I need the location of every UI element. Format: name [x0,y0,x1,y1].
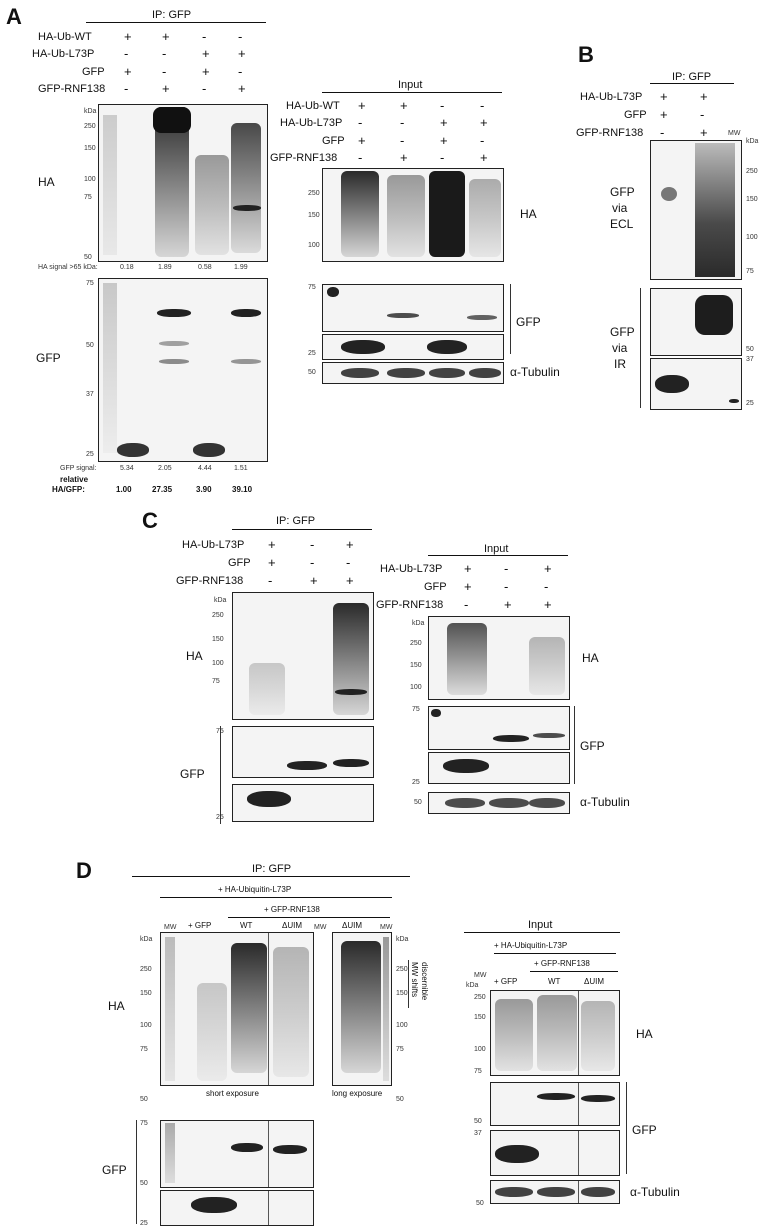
b-kda-label: kDa [746,138,759,145]
d-ha-marker-r-4: 50 [396,1096,404,1103]
c-in-sign-1-2: - [544,579,549,594]
c-in-gfp-marker-0: 75 [412,706,420,713]
a-ip-sign-0-1: + [162,29,170,44]
b-ir-blot-top [650,288,742,356]
d-input-ha-blot [490,990,620,1076]
b-marker-bot-1: 25 [746,400,754,407]
c-ha-marker-3: 75 [212,678,220,685]
a-in-row-ha-ub-wt: HA-Ub-WT [286,100,340,112]
a-in-sign-3-0: - [358,150,363,165]
a-ip-sign-2-2: + [202,64,210,79]
b-marker-top-1: 150 [746,196,758,203]
a-ha-label: HA [38,175,55,189]
a-row-ha-ub-wt: HA-Ub-WT [38,31,92,43]
b-sign-2-0: - [660,125,665,140]
c-gfp-label: GFP [180,767,205,781]
a-row-ha-ub-l73p: HA-Ub-L73P [32,48,95,60]
a-ha-signal-3: 1.99 [234,264,248,271]
d-in-kda: kDa [466,982,479,989]
a-input-ha-label: HA [520,207,537,221]
b-ip-title: IP: GFP [672,71,712,83]
c-input-title: Input [484,543,509,555]
d-in-ha-l73p: + HA-Ubiquitin-L73P [494,941,568,950]
d-ha-marker-l-2: 100 [140,1022,152,1029]
a-in-sign-1-0: - [358,115,363,130]
c-ha-marker-1: 150 [212,636,224,643]
a-input-gfp-blot-top [322,284,504,332]
d-mw-1: MW [164,924,177,931]
a-ha-signal-label: HA signal >65 kDa: [38,264,98,271]
c-input-gfp-blot-top [428,706,570,750]
d-in-gfp-rule [530,971,618,972]
d-lane-gfp: + GFP [188,921,212,930]
b-marker-top-3: 75 [746,268,754,275]
d-kda-2: kDa [396,936,409,943]
a-rel-3: 39.10 [232,485,253,494]
c-in-ha-marker-2: 100 [410,684,422,691]
c-ip-sign-0-0: + [268,537,276,552]
c-input-gfp-bracket [574,706,575,784]
d-ip-gfp-blot-bottom [160,1190,314,1226]
d-ha-marker-r-1: 150 [396,990,408,997]
a-ip-sign-2-3: - [238,64,243,79]
c-ip-gfp-blot-bottom [232,784,374,822]
a-input-gfp-blot-bottom [322,334,504,360]
a-ip-title: IP: GFP [152,9,192,21]
c-ip-title: IP: GFP [276,515,316,527]
d-ha-marker-r-0: 250 [396,966,408,973]
a-in-sign-0-2: - [440,98,445,113]
d-in-ha-rule [494,953,616,954]
b-ecl-blot [650,140,742,280]
c-in-sign-0-1: - [504,561,509,576]
d-ip-rule [132,876,410,877]
c-in-sign-2-1: + [504,597,512,612]
a-rel-2: 3.90 [196,485,212,494]
c-input-gfp-blot-bottom [428,752,570,784]
a-in-ha-marker-0: 250 [308,190,320,197]
b-sign-1-0: + [660,107,668,122]
d-in-ha-marker-0: 250 [474,994,486,1001]
c-in-row-gfp: GFP [424,581,447,593]
b-ir-bracket [640,288,641,408]
a-in-sign-2-0: + [358,133,366,148]
c-row-ha-ub-l73p: HA-Ub-L73P [182,539,245,551]
c-in-sign-0-2: + [544,561,552,576]
a-gfp-marker-0: 75 [86,280,94,287]
d-gfp-bracket [136,1120,137,1224]
c-ip-sign-2-1: + [310,573,318,588]
c-row-gfp-rnf138: GFP-RNF138 [176,575,244,587]
a-ha-marker-0: 250 [84,123,96,130]
d-ha-marker-r-3: 75 [396,1046,404,1053]
b-ir-label-3: IR [614,357,626,371]
a-gfp-signal-2: 4.44 [198,465,212,472]
a-in-gfp-marker-0: 75 [308,284,316,291]
d-ip-ha-blot-short [160,932,314,1086]
d-in-lane-duim: ΔUIM [584,977,605,986]
a-input-gfp-label: GFP [516,315,541,329]
b-marker-bot-0: 37 [746,356,754,363]
a-in-sign-3-3: + [480,150,488,165]
d-gfp-marker-1: 50 [140,1180,148,1187]
c-input-tubulin-blot [428,792,570,814]
c-in-kda-label: kDa [412,620,425,627]
a-input-gfp-bracket [510,284,511,354]
c-ip-rule [232,529,372,530]
d-in-mw: MW [474,972,487,979]
d-ha-marker-l-0: 250 [140,966,152,973]
a-input-tubulin-blot [322,362,504,384]
b-row-gfp-rnf138: GFP-RNF138 [576,127,644,139]
a-in-sign-2-3: - [480,133,485,148]
d-in-lane-gfp: + GFP [494,977,518,986]
b-ir-blot-bottom [650,358,742,410]
b-mw-label: MW [728,130,741,137]
a-ha-marker-1: 150 [84,145,96,152]
a-ip-sign-3-0: - [124,81,129,96]
a-ha-signal-2: 0.58 [198,264,212,271]
d-lane-duim: ΔUIM [282,921,303,930]
c-in-gfp-marker-1: 25 [412,779,420,786]
d-in-tub-marker: 50 [476,1200,484,1207]
c-ha-marker-0: 250 [212,612,224,619]
b-marker-top-2: 100 [746,234,758,241]
c-ip-sign-0-1: - [310,537,315,552]
a-in-sign-0-3: - [480,98,485,113]
d-ha-marker-l-4: 50 [140,1096,148,1103]
c-in-sign-1-0: + [464,579,472,594]
a-ha-marker-4: 50 [84,254,92,261]
c-gfp-bracket [220,726,221,824]
c-ha-marker-2: 100 [212,660,224,667]
d-lane-wt: WT [240,921,253,930]
a-ip-sign-0-2: - [202,29,207,44]
a-gfp-signal-3: 1.51 [234,465,248,472]
d-short-exposure: short exposure [206,1089,259,1098]
b-ecl-label-2: via [612,201,628,215]
c-ip-sign-1-0: + [268,555,276,570]
a-gfp-signal-1: 2.05 [158,465,172,472]
a-ha-signal-1: 1.89 [158,264,172,271]
a-gfp-label: GFP [36,351,61,365]
a-ha-signal-0: 0.18 [120,264,134,271]
panel-label-d: D [76,858,92,883]
b-sign-1-1: - [700,107,705,122]
b-row-ha-ub-l73p: HA-Ub-L73P [580,91,643,103]
d-in-ha-marker-3: 75 [474,1068,482,1075]
a-in-sign-3-1: + [400,150,408,165]
a-input-ha-blot [322,168,504,262]
a-rel-label-2: HA/GFP: [52,485,85,494]
d-gfp-label: GFP [102,1163,127,1177]
a-rel-1: 27.35 [152,485,173,494]
d-in-ha-marker-1: 150 [474,1014,486,1021]
a-ip-sign-3-3: + [238,81,246,96]
d-discernible-1: discernible [420,962,429,1001]
b-ecl-label-1: GFP [610,185,635,199]
a-ip-sign-0-3: - [238,29,243,44]
d-input-rule [464,932,620,933]
a-in-ha-marker-2: 100 [308,242,320,249]
b-row-gfp: GFP [624,109,647,121]
panel-label-a: A [6,4,22,29]
d-input-gfp-blot-top [490,1082,620,1126]
d-input-tubulin-blot [490,1180,620,1204]
d-discernible-2: MW shifts [410,962,419,998]
d-ha-label: HA [108,999,125,1013]
d-kda-1: kDa [140,936,153,943]
a-in-row-gfp-rnf138: GFP-RNF138 [270,152,338,164]
a-kda-label: kDa [84,108,97,115]
d-ha-marker-l-1: 150 [140,990,152,997]
a-in-sign-2-2: + [440,133,448,148]
d-ip-gfp-blot-top [160,1120,314,1188]
c-input-rule [428,555,568,556]
d-input-gfp-label: GFP [632,1123,657,1137]
d-input-title: Input [528,919,553,931]
a-gfp-marker-1: 50 [86,342,94,349]
c-ip-gfp-blot-top [232,726,374,778]
d-gfp-marker-2: 25 [140,1220,148,1227]
d-gfp-rnf: + GFP-RNF138 [264,905,320,914]
b-ecl-label-3: ECL [610,217,634,231]
b-ip-rule [650,83,734,84]
c-in-tub-marker: 50 [414,799,422,806]
a-row-gfp-rnf138: GFP-RNF138 [38,83,106,95]
a-ip-sign-1-0: - [124,46,129,61]
d-gfp-rule [228,917,390,918]
a-in-ha-marker-1: 150 [308,212,320,219]
c-ip-ha-blot [232,592,374,720]
b-sign-2-1: + [700,125,708,140]
c-gfp-marker-0: 75 [216,728,224,735]
c-in-ha-marker-1: 150 [410,662,422,669]
a-input-tubulin-label: α-Tubulin [510,365,560,379]
c-in-sign-1-1: - [504,579,509,594]
a-ip-rule [86,22,266,23]
c-row-gfp: GFP [228,557,251,569]
a-in-sign-1-2: + [440,115,448,130]
c-ip-sign-1-1: - [310,555,315,570]
d-mw-3: MW [380,924,393,931]
b-sign-0-0: + [660,89,668,104]
b-marker-top-0: 250 [746,168,758,175]
d-in-gfp-rnf: + GFP-RNF138 [534,959,590,968]
a-input-title: Input [398,79,423,91]
a-gfp-signal-0: 5.34 [120,465,134,472]
c-ha-label: HA [186,649,203,663]
a-in-sign-1-1: - [400,115,405,130]
a-ha-marker-2: 100 [84,176,96,183]
a-in-row-gfp: GFP [322,135,345,147]
c-ip-sign-2-2: + [346,573,354,588]
c-gfp-marker-1: 25 [216,814,224,821]
a-in-sign-0-0: + [358,98,366,113]
a-ha-marker-3: 75 [84,194,92,201]
b-ir-label-1: GFP [610,325,635,339]
b-ir-label-2: via [612,341,628,355]
c-input-ha-label: HA [582,651,599,665]
a-in-sign-1-3: + [480,115,488,130]
a-ip-sign-3-1: + [162,81,170,96]
a-in-sign-2-1: - [400,133,405,148]
b-sign-0-1: + [700,89,708,104]
a-ip-sign-1-3: + [238,46,246,61]
panel-label-c: C [142,508,158,533]
a-ip-sign-1-1: - [162,46,167,61]
d-ip-ha-blot-long [332,932,392,1086]
c-input-tubulin-label: α-Tubulin [580,795,630,809]
a-ip-sign-1-2: + [202,46,210,61]
d-in-gfp-marker-0: 50 [474,1118,482,1125]
d-lane-duim-2: ΔUIM [342,921,363,930]
d-in-ha-marker-2: 100 [474,1046,486,1053]
c-in-row-gfp-rnf138: GFP-RNF138 [376,599,444,611]
a-in-gfp-marker-1: 25 [308,350,316,357]
c-kda-label: kDa [214,597,227,604]
a-ip-sign-2-1: - [162,64,167,79]
c-ip-sign-2-0: - [268,573,273,588]
a-input-tub-marker: 50 [308,369,316,376]
c-ip-sign-1-2: - [346,555,351,570]
c-input-ha-blot [428,616,570,700]
a-input-rule [322,92,502,93]
d-ha-rule [160,897,392,898]
a-ip-sign-3-2: - [202,81,207,96]
c-ip-sign-0-2: + [346,537,354,552]
d-long-exposure: long exposure [332,1089,383,1098]
c-in-row-ha-ub-l73p: HA-Ub-L73P [380,563,443,575]
c-input-gfp-label: GFP [580,739,605,753]
d-input-gfp-bracket [626,1082,627,1174]
a-ip-gfp-blot [98,278,268,462]
d-input-gfp-blot-bottom [490,1130,620,1176]
c-in-sign-2-2: + [544,597,552,612]
c-in-ha-marker-0: 250 [410,640,422,647]
a-in-row-ha-ub-l73p: HA-Ub-L73P [280,117,343,129]
d-ip-title: IP: GFP [252,863,292,875]
a-ip-sign-2-0: + [124,64,132,79]
d-ha-marker-l-3: 75 [140,1046,148,1053]
a-gfp-marker-2: 37 [86,391,94,398]
a-row-gfp: GFP [82,66,105,78]
c-in-sign-0-0: + [464,561,472,576]
panel-label-b: B [578,42,594,67]
d-in-gfp-marker-1: 37 [474,1130,482,1137]
a-in-sign-3-2: - [440,150,445,165]
d-ha-l73p: + HA-Ubiquitin-L73P [218,885,292,894]
a-gfp-signal-label: GFP signal: [60,465,97,472]
d-mw-shift-bracket [408,960,409,1008]
a-gfp-marker-3: 25 [86,451,94,458]
b-marker-mid-0: 50 [746,346,754,353]
a-in-sign-0-1: + [400,98,408,113]
d-mw-2: MW [314,924,327,931]
c-in-sign-2-0: - [464,597,469,612]
d-ha-marker-r-2: 100 [396,1022,408,1029]
d-gfp-marker-0: 75 [140,1120,148,1127]
d-input-tubulin-label: α-Tubulin [630,1185,680,1199]
d-in-lane-wt: WT [548,977,561,986]
d-input-ha-label: HA [636,1027,653,1041]
a-ip-sign-0-0: + [124,29,132,44]
a-ip-ha-blot [98,104,268,262]
a-rel-0: 1.00 [116,485,132,494]
a-rel-label-1: relative [60,475,89,484]
